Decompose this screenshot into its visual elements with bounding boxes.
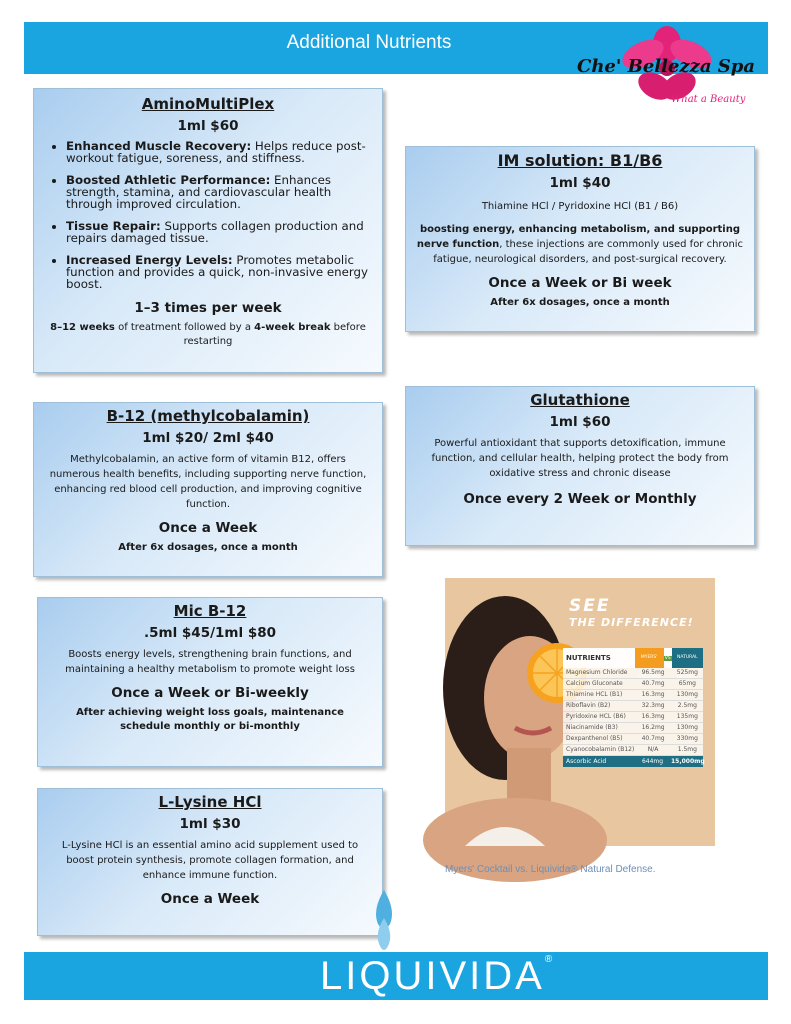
card-glutathione: [405, 386, 755, 546]
list-item: • Increased Energy Levels: Promotes metabolic function and provides a quick, non-invasive energy boost.: [66, 254, 370, 290]
page-title: Additional Nutrients: [286, 32, 452, 53]
brand-name: Che' Bellezza Spa: [577, 56, 756, 77]
card-title: IM solution: B1/B6: [497, 151, 663, 170]
list-item: • Boosted Athletic Performance: Enhances strength, stamina, and cardiovascular health through improved circulation.: [66, 174, 370, 210]
card-frequency: 1–3 times per week: [134, 300, 282, 316]
card-frequency: Once a Week: [160, 891, 260, 907]
liquivida-logo: [320, 954, 555, 999]
card-title: Mic B-12: [173, 602, 247, 620]
brand-tagline: What a Beauty: [671, 94, 746, 105]
card-title: L-Lysine HCl: [158, 793, 262, 811]
card-title: AminoMultiPlex: [141, 95, 275, 113]
table-row: Dexpanthenol (B5) 40.7mg 330mg: [563, 734, 703, 745]
card-l-lysine: [37, 788, 383, 936]
card-description: Powerful antioxidant that supports detoxification, immune function, and cellular health, helping protect the body from oxidative stress and chronic disease: [431, 438, 729, 479]
promo-caption: Myers' Cocktail vs. Liquivida® Natural Defense.: [445, 864, 656, 875]
card-frequency: Once every 2 Week or Monthly: [463, 491, 697, 507]
col-natural: NATURAL DEFENSE: [672, 648, 703, 668]
col-vs: VS: [664, 655, 671, 661]
card-description: L-Lysine HCl is an essential amino acid supplement used to boost protein synthesis, promote collagen formation, and enhance immune function.: [61, 840, 359, 881]
table-row: Cyanocobalamin (B12) N/A 1.5mg: [563, 745, 703, 756]
card-price: 1ml $60: [549, 414, 611, 430]
col-nutrients: NUTRIENTS: [566, 654, 611, 662]
spa-logo: [575, 24, 755, 114]
promo-headline: SEE: [569, 596, 611, 616]
promo-subheadline: THE DIFFERENCE!: [569, 616, 694, 629]
card-mic-b12: [37, 597, 383, 767]
table-row: Pyridoxine HCL (B6) 16.3mg 135mg: [563, 712, 703, 723]
table-row: Ascorbic Acid 644mg 15,000mg: [563, 756, 703, 767]
list-item: • Tissue Repair: Supports collagen production and repairs damaged tissue.: [66, 220, 370, 244]
benefit-list: [38, 140, 370, 290]
card-description: Boosts energy levels, strengthening brain functions, and maintaining a healthy metabolism to promote weight loss: [65, 649, 355, 675]
card-note: After 6x dosages, once a month: [118, 542, 298, 553]
card-price: .5ml $45/1ml $80: [144, 625, 276, 641]
card-price: 1ml $30: [179, 816, 241, 832]
card-price: 1ml $60: [177, 118, 239, 134]
table-row: Calcium Gluconate 40.7mg 65mg: [563, 679, 703, 690]
promo-image: [445, 578, 715, 846]
card-title: B-12 (methylcobalamin): [106, 407, 310, 425]
table-row: Riboflavin (B2) 32.3mg 2.5mg: [563, 701, 703, 712]
card-description: boosting energy, enhancing metabolism, and supporting nerve function, these injections are commonly used for chronic fatigue, neurological disorders, and post-surgical recovery.: [416, 224, 744, 265]
col-myers: MYERS' COCKTAIL: [635, 648, 664, 668]
card-description: Methylcobalamin, an active form of vitamin B12, offers numerous health benefits, including supporting nerve function, enhancing red blood cell production, and improving cognitive function.: [49, 454, 367, 510]
card-note: After 6x dosages, once a month: [490, 297, 670, 308]
card-note: After achieving weight loss goals, maintenance schedule monthly or bi-monthly: [76, 707, 344, 732]
card-aminomultiplex: [33, 88, 383, 373]
card-subtitle: Thiamine HCl / Pyridoxine HCl (B1 / B6): [481, 201, 679, 212]
card-note: 8–12 weeks of treatment followed by a 4-week break before restarting: [50, 322, 366, 347]
table-row: Magnesium Chloride 96.5mg 525mg: [563, 668, 703, 679]
card-frequency: Once a Week or Bi week: [488, 275, 672, 291]
table-row: Thiamine HCL (B1) 16.3mg 130mg: [563, 690, 703, 701]
table-row: Niacinamide (B3) 16.2mg 130mg: [563, 723, 703, 734]
list-item: • Enhanced Muscle Recovery: Helps reduce post-workout fatigue, soreness, and stiffness.: [66, 140, 370, 164]
logo-text: LIQUIVIDA: [320, 954, 545, 998]
card-title: Glutathione: [530, 391, 630, 409]
card-frequency: Once a Week: [158, 520, 258, 536]
card-price: 1ml $40: [549, 175, 611, 191]
comparison-table: [563, 648, 703, 767]
card-b12: [33, 402, 383, 577]
registered-mark: ®: [544, 954, 556, 965]
card-im-solution: [405, 146, 755, 332]
card-frequency: Once a Week or Bi-weekly: [111, 685, 309, 701]
water-drop-icon: [370, 888, 398, 958]
card-price: 1ml $20/ 2ml $40: [142, 430, 274, 446]
